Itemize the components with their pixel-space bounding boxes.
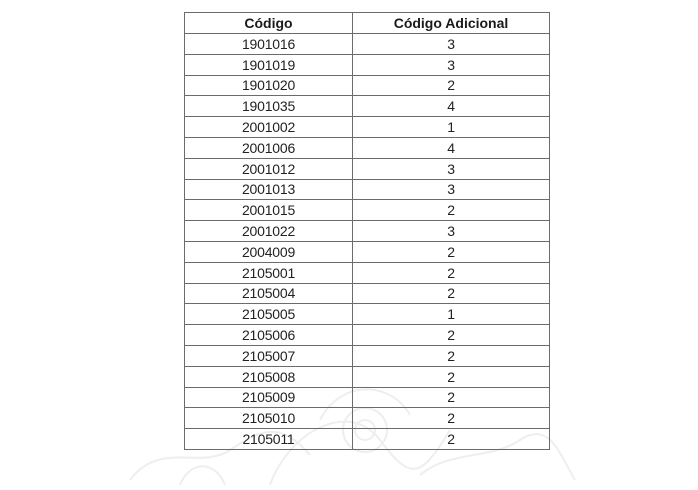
cell-codigo-adicional: 3 (353, 34, 550, 55)
cell-codigo: 2001022 (185, 221, 353, 242)
cell-codigo-adicional: 2 (353, 200, 550, 221)
cell-codigo-adicional: 2 (353, 75, 550, 96)
cell-codigo: 2105006 (185, 325, 353, 346)
cell-codigo: 2105005 (185, 304, 353, 325)
cell-codigo-adicional: 2 (353, 387, 550, 408)
cell-codigo-adicional: 4 (353, 96, 550, 117)
cell-codigo: 2105004 (185, 283, 353, 304)
cell-codigo: 2001013 (185, 179, 353, 200)
table-row (185, 54, 550, 75)
cell-codigo-adicional: 3 (353, 54, 550, 75)
cell-codigo-adicional: 2 (353, 345, 550, 366)
table-row (185, 137, 550, 158)
cell-codigo: 2105009 (185, 387, 353, 408)
cell-codigo-adicional: 2 (353, 408, 550, 429)
cell-codigo: 2001012 (185, 158, 353, 179)
cell-codigo-adicional: 2 (353, 262, 550, 283)
table-row (185, 325, 550, 346)
cell-codigo: 2105011 (185, 429, 353, 450)
table-header-row (185, 13, 550, 34)
cell-codigo: 2001015 (185, 200, 353, 221)
cell-codigo-adicional: 4 (353, 137, 550, 158)
table-row (185, 34, 550, 55)
table-row (185, 75, 550, 96)
codes-table (184, 12, 550, 450)
cell-codigo: 1901019 (185, 54, 353, 75)
cell-codigo: 2105010 (185, 408, 353, 429)
cell-codigo-adicional: 3 (353, 158, 550, 179)
cell-codigo-adicional: 3 (353, 221, 550, 242)
table-row (185, 366, 550, 387)
table-row (185, 241, 550, 262)
table-row (185, 179, 550, 200)
cell-codigo: 2001006 (185, 137, 353, 158)
cell-codigo-adicional: 2 (353, 325, 550, 346)
cell-codigo-adicional: 2 (353, 241, 550, 262)
table-row (185, 117, 550, 138)
cell-codigo: 2004009 (185, 241, 353, 262)
table-row (185, 262, 550, 283)
table-row (185, 200, 550, 221)
cell-codigo: 1901020 (185, 75, 353, 96)
cell-codigo-adicional: 2 (353, 429, 550, 450)
table-row (185, 96, 550, 117)
table-row (185, 387, 550, 408)
table-row (185, 158, 550, 179)
cell-codigo: 2105001 (185, 262, 353, 283)
table-row (185, 345, 550, 366)
cell-codigo: 2105007 (185, 345, 353, 366)
cell-codigo: 1901035 (185, 96, 353, 117)
table-row (185, 408, 550, 429)
cell-codigo-adicional: 1 (353, 117, 550, 138)
cell-codigo: 1901016 (185, 34, 353, 55)
cell-codigo-adicional: 1 (353, 304, 550, 325)
column-header-codigo-adicional: Código Adicional (353, 13, 550, 34)
cell-codigo-adicional: 2 (353, 366, 550, 387)
cell-codigo: 2105008 (185, 366, 353, 387)
cell-codigo-adicional: 2 (353, 283, 550, 304)
table-row (185, 304, 550, 325)
table-row (185, 221, 550, 242)
table-row (185, 429, 550, 450)
table-row (185, 283, 550, 304)
column-header-codigo: Código (185, 13, 353, 34)
cell-codigo-adicional: 3 (353, 179, 550, 200)
cell-codigo: 2001002 (185, 117, 353, 138)
